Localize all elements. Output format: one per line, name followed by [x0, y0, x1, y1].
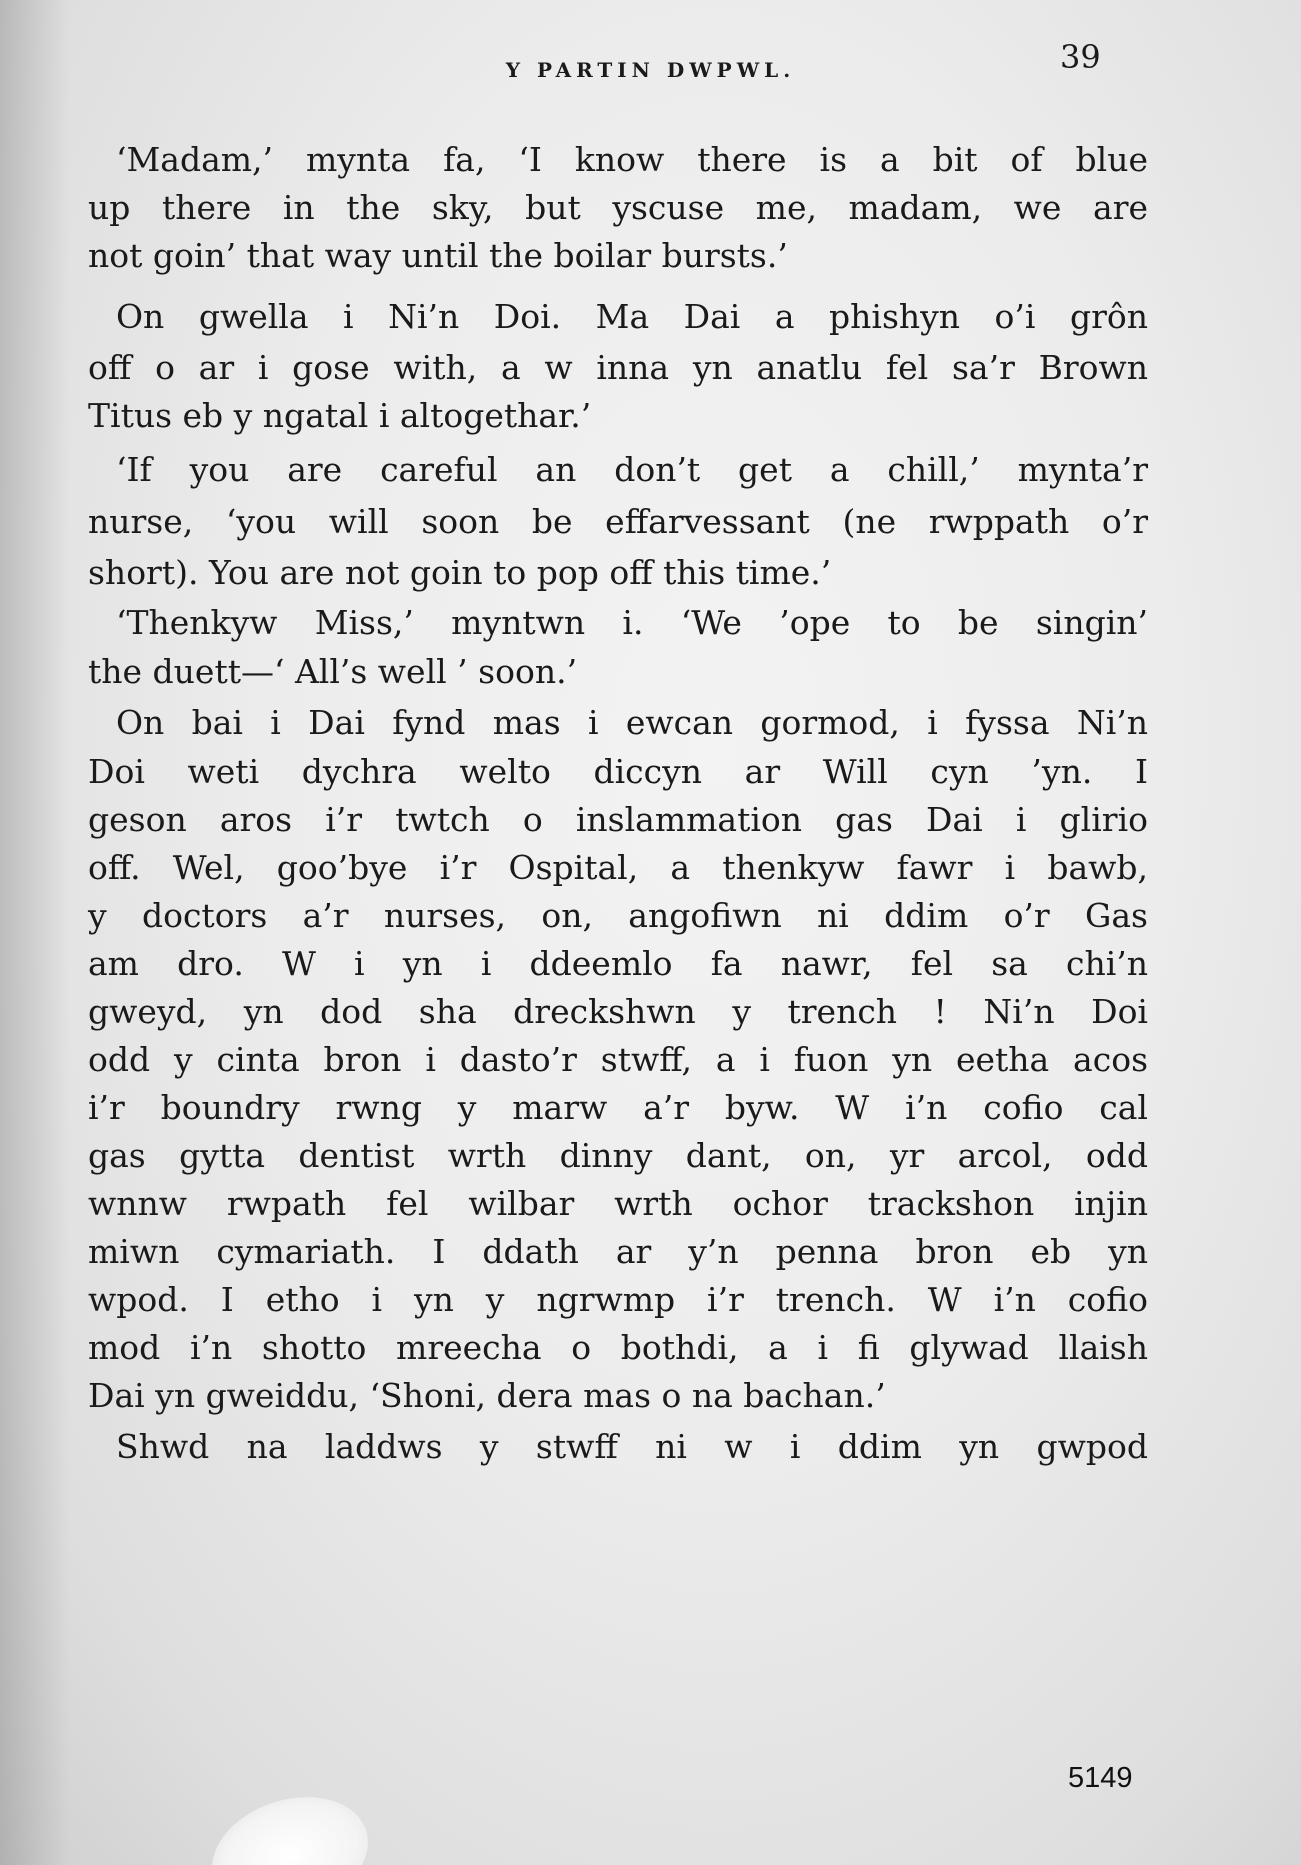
text-line: mod i’n shotto mreecha o bothdi, a i fi glywad llaish — [88, 1328, 1148, 1367]
text-line: nurse, ‘you will soon be effarvessant (ne rwppath o’r — [88, 502, 1148, 541]
text-line: off. Wel, goo’bye i’r Ospital, a thenkyw fawr i bawb, — [88, 848, 1148, 887]
text-line: ‘If you are careful an don’t get a chill,’ mynta’r — [116, 450, 1148, 489]
text-line: wpod. I etho i yn y ngrwmp i’r trench. W i’n cofio — [88, 1280, 1148, 1319]
page-edge-shadow — [0, 0, 70, 1865]
text-line: gweyd, yn dod sha dreckshwn y trench ! Ni’n Doi — [88, 992, 1148, 1031]
text-line: Dai yn gweiddu, ‘Shoni, dera mas o na bachan.’ — [88, 1376, 886, 1415]
text-line: ‘Madam,’ mynta fa, ‘I know there is a bit of blue — [116, 140, 1148, 179]
text-line: the duett—‘ All’s well ’ soon.’ — [88, 652, 578, 691]
page-number: 39 — [1060, 38, 1101, 76]
text-line: am dro. W i yn i ddeemlo fa nawr, fel sa chi’n — [88, 944, 1148, 983]
light-reflection — [197, 1778, 383, 1865]
text-line: off o ar i gose with, a w inna yn anatlu fel sa’r Brown — [88, 348, 1148, 387]
text-line: Shwd na laddws y stwff ni w i ddim yn gwpod — [116, 1427, 1148, 1466]
text-line: i’r boundry rwng y marw a’r byw. W i’n cofio cal — [88, 1088, 1148, 1127]
text-line: up there in the sky, but yscuse me, madam, we are — [88, 188, 1148, 227]
text-line: odd y cinta bron i dasto’r stwff, a i fuon yn eetha acos — [88, 1040, 1148, 1079]
text-line: On bai i Dai fynd mas i ewcan gormod, i fyssa Ni’n — [116, 703, 1148, 742]
running-title: Y PARTIN DWPWL. — [505, 58, 796, 82]
text-line: Doi weti dychra welto diccyn ar Will cyn ’yn. I — [88, 752, 1148, 791]
text-line: not goin’ that way until the boilar bursts.’ — [88, 236, 788, 275]
text-line: y doctors a’r nurses, on, angofiwn ni ddim o’r Gas — [88, 896, 1148, 935]
text-line: Titus eb y ngatal i altogethar.’ — [88, 396, 592, 435]
text-line: On gwella i Ni’n Doi. Ma Dai a phishyn o’i grôn — [116, 297, 1148, 336]
text-line: wnnw rwpath fel wilbar wrth ochor trackshon injin — [88, 1184, 1148, 1223]
text-line: miwn cymariath. I ddath ar y’n penna bron eb yn — [88, 1232, 1148, 1271]
text-line: short). You are not goin to pop off this time.’ — [88, 553, 832, 592]
catalog-number: 5149 — [1068, 1762, 1133, 1794]
text-line: ‘Thenkyw Miss,’ myntwn i. ‘We ’ope to be singin’ — [116, 603, 1148, 642]
text-line: gas gytta dentist wrth dinny dant, on, yr arcol, odd — [88, 1136, 1148, 1175]
text-line: geson aros i’r twtch o inslammation gas Dai i glirio — [88, 800, 1148, 839]
